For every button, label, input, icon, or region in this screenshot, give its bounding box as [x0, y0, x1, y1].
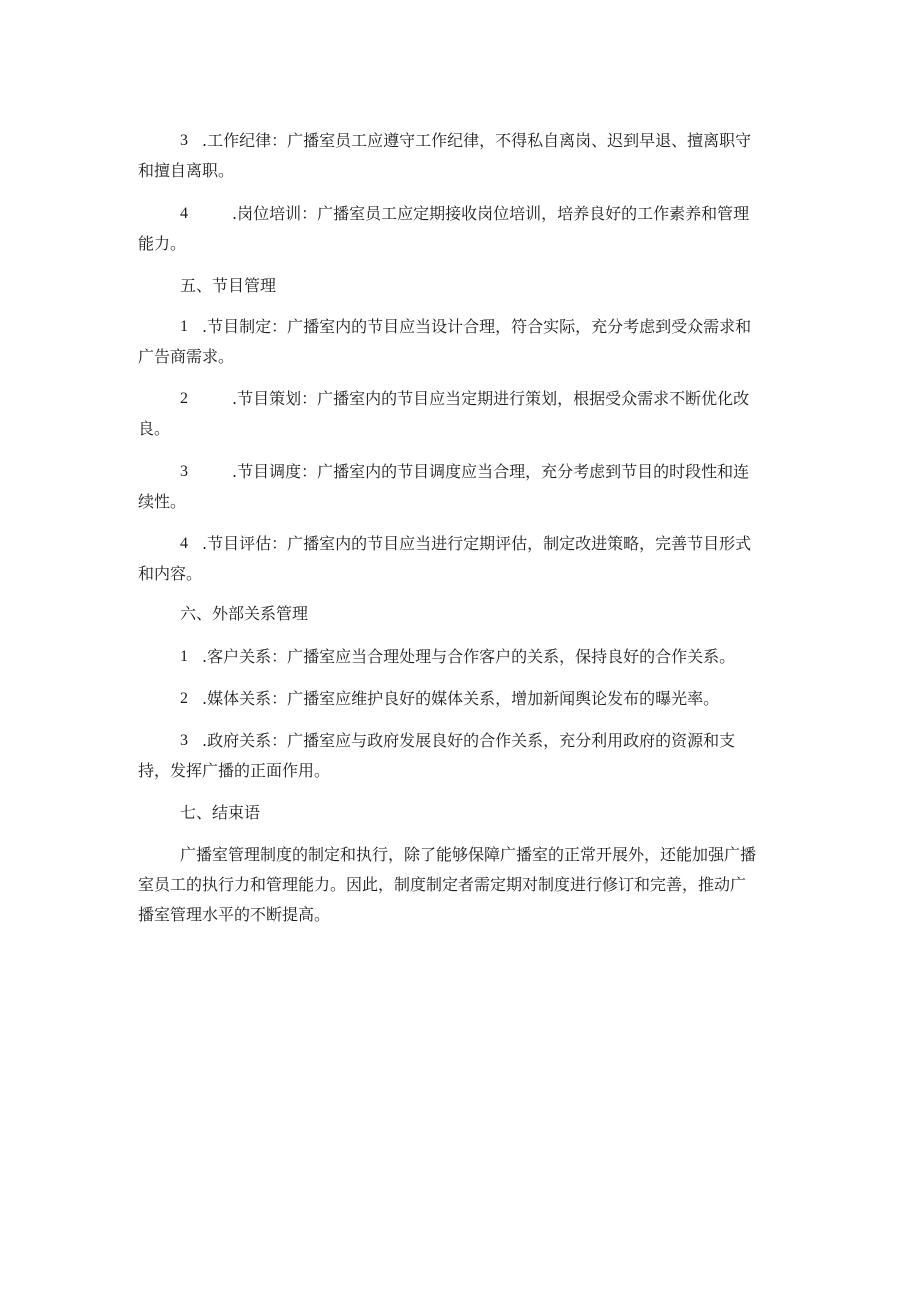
paragraph-line: 室员工的执行力和管理能力。因此，制度制定者需定期对制度进行修订和完善，推动广	[138, 875, 747, 894]
item-number: 4	[180, 205, 188, 222]
item-number: 3	[180, 463, 188, 480]
item-text-line-2: 续性。	[138, 492, 187, 511]
item-text-line-1: .节目策划：广播室内的节目应当定期进行策划，根据受众需求不断优化改	[232, 389, 750, 408]
paragraph-line: 播室管理水平的不断提高。	[138, 905, 331, 924]
item-text-line-2: 良。	[138, 419, 171, 438]
section-heading: 六、外部关系管理	[180, 604, 309, 623]
item-text-line-1: .岗位培训：广播室员工应定期接收岗位培训，培养良好的工作素养和管理	[232, 204, 750, 223]
item-number: 1	[180, 648, 188, 665]
item-number: 3	[180, 132, 188, 149]
item-text-line-2: 和擅自离职。	[138, 161, 235, 180]
item-number: 1	[180, 318, 188, 335]
section-heading: 七、结束语	[180, 803, 261, 822]
item-text-line-1: .节目制定：广播室内的节目应当设计合理，符合实际，充分考虑到受众需求和	[202, 317, 752, 336]
item-text-line-2: 广告商需求。	[138, 347, 235, 366]
item-text-line-1: .节目调度：广播室内的节目调度应当合理，充分考虑到节目的时段性和连	[232, 462, 750, 481]
item-number: 4	[180, 535, 188, 552]
item-text-line-2: 持，发挥广播的正面作用。	[138, 761, 331, 780]
item-text-line-1: .工作纪律：广播室员工应遵守工作纪律，不得私自离岗、迟到早退、擅离职守	[202, 131, 752, 150]
item-number: 2	[180, 690, 188, 707]
paragraph-line: 广播室管理制度的制定和执行，除了能够保障广播室的正常开展外，还能加强广播	[180, 845, 757, 864]
item-text-line-1: .节目评估：广播室内的节目应当进行定期评估，制定改进策略，完善节目形式	[202, 534, 752, 553]
item-text-line-2: 能力。	[138, 234, 187, 253]
item-number: 2	[180, 390, 188, 407]
item-text-line-1: .媒体关系：广播室应维护良好的媒体关系，增加新闻舆论发布的曝光率。	[202, 689, 720, 708]
item-text-line-1: .客户关系：广播室应当合理处理与合作客户的关系，保持良好的合作关系。	[202, 647, 736, 666]
section-heading: 五、节目管理	[180, 276, 277, 295]
item-number: 3	[180, 732, 188, 749]
item-text-line-1: .政府关系：广播室应与政府发展良好的合作关系，充分利用政府的资源和支	[202, 731, 736, 750]
item-text-line-2: 和内容。	[138, 564, 203, 583]
